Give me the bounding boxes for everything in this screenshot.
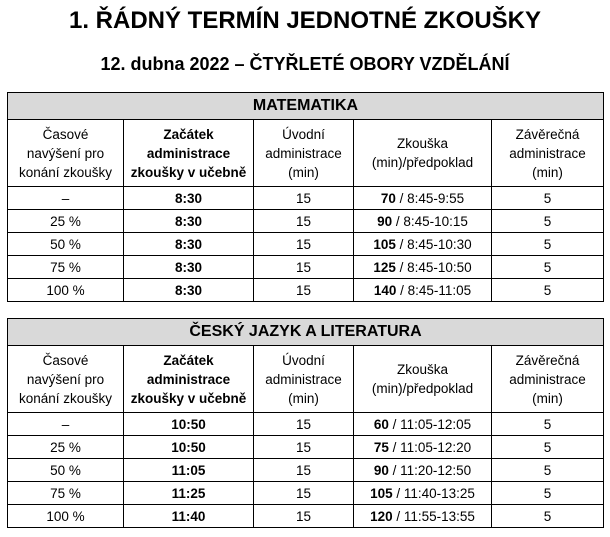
header-final: Závěrečná administrace (min) — [492, 120, 604, 187]
czech-schedule-table — [7, 318, 604, 528]
start-cell: 8:30 — [124, 279, 254, 302]
extension-cell: – — [8, 413, 124, 436]
header-start: Začátek administrace zkoušky v učebně — [124, 120, 254, 187]
table-row — [8, 187, 604, 210]
exam-cell: 140 / 8:45-11:05 — [354, 279, 492, 302]
intro-cell: 15 — [254, 436, 354, 459]
final-cell: 5 — [492, 187, 604, 210]
start-cell: 8:30 — [124, 233, 254, 256]
final-cell: 5 — [492, 413, 604, 436]
intro-cell: 15 — [254, 505, 354, 528]
final-cell: 5 — [492, 210, 604, 233]
extension-cell: 100 % — [8, 279, 124, 302]
intro-cell: 15 — [254, 413, 354, 436]
table-row — [8, 413, 604, 436]
exam-cell: 120 / 11:55-13:55 — [354, 505, 492, 528]
header-final: Závěrečná administrace (min) — [492, 346, 604, 413]
exam-cell: 75 / 11:05-12:20 — [354, 436, 492, 459]
extension-cell: 75 % — [8, 482, 124, 505]
extension-cell: – — [8, 187, 124, 210]
table-row — [8, 210, 604, 233]
final-cell: 5 — [492, 459, 604, 482]
start-cell: 8:30 — [124, 187, 254, 210]
header-start: Začátek administrace zkoušky v učebně — [124, 346, 254, 413]
start-cell: 11:40 — [124, 505, 254, 528]
header-extension: Časové navýšení pro konání zkoušky — [8, 120, 124, 187]
exam-cell: 90 / 11:20-12:50 — [354, 459, 492, 482]
exam-cell: 125 / 8:45-10:50 — [354, 256, 492, 279]
exam-cell: 105 / 8:45-10:30 — [354, 233, 492, 256]
final-cell: 5 — [492, 279, 604, 302]
extension-cell: 25 % — [8, 436, 124, 459]
header-intro: Úvodní administrace (min) — [254, 346, 354, 413]
exam-cell: 60 / 11:05-12:05 — [354, 413, 492, 436]
start-cell: 10:50 — [124, 413, 254, 436]
final-cell: 5 — [492, 233, 604, 256]
final-cell: 5 — [492, 436, 604, 459]
start-cell: 8:30 — [124, 210, 254, 233]
section-title: MATEMATIKA — [8, 93, 604, 120]
page-subtitle: 12. dubna 2022 – ČTYŘLETÉ OBORY VZDĚLÁNÍ — [100, 54, 510, 74]
intro-cell: 15 — [254, 459, 354, 482]
header-row — [8, 346, 604, 413]
table-row — [8, 482, 604, 505]
extension-cell: 25 % — [8, 210, 124, 233]
table-row — [8, 459, 604, 482]
page-title: 1. ŘÁDNÝ TERMÍN JEDNOTNÉ ZKOUŠKY — [68, 7, 542, 34]
final-cell: 5 — [492, 505, 604, 528]
header-extension: Časové navýšení pro konání zkoušky — [8, 346, 124, 413]
table-row — [8, 436, 604, 459]
header-row — [8, 120, 604, 187]
intro-cell: 15 — [254, 233, 354, 256]
final-cell: 5 — [492, 256, 604, 279]
intro-cell: 15 — [254, 210, 354, 233]
intro-cell: 15 — [254, 482, 354, 505]
header-exam: Zkouška (min)/předpoklad — [354, 120, 492, 187]
extension-cell: 50 % — [8, 459, 124, 482]
start-cell: 11:25 — [124, 482, 254, 505]
intro-cell: 15 — [254, 256, 354, 279]
table-row — [8, 233, 604, 256]
table-row — [8, 256, 604, 279]
table-row — [8, 505, 604, 528]
final-cell: 5 — [492, 482, 604, 505]
exam-cell: 90 / 8:45-10:15 — [354, 210, 492, 233]
start-cell: 11:05 — [124, 459, 254, 482]
extension-cell: 75 % — [8, 256, 124, 279]
header-intro: Úvodní administrace (min) — [254, 120, 354, 187]
extension-cell: 50 % — [8, 233, 124, 256]
math-schedule-table — [7, 92, 604, 302]
header-exam: Zkouška (min)/předpoklad — [354, 346, 492, 413]
table-row — [8, 279, 604, 302]
start-cell: 8:30 — [124, 256, 254, 279]
intro-cell: 15 — [254, 187, 354, 210]
intro-cell: 15 — [254, 279, 354, 302]
exam-cell: 70 / 8:45-9:55 — [354, 187, 492, 210]
start-cell: 10:50 — [124, 436, 254, 459]
section-title: ČESKÝ JAZYK A LITERATURA — [8, 319, 604, 346]
exam-cell: 105 / 11:40-13:25 — [354, 482, 492, 505]
extension-cell: 100 % — [8, 505, 124, 528]
